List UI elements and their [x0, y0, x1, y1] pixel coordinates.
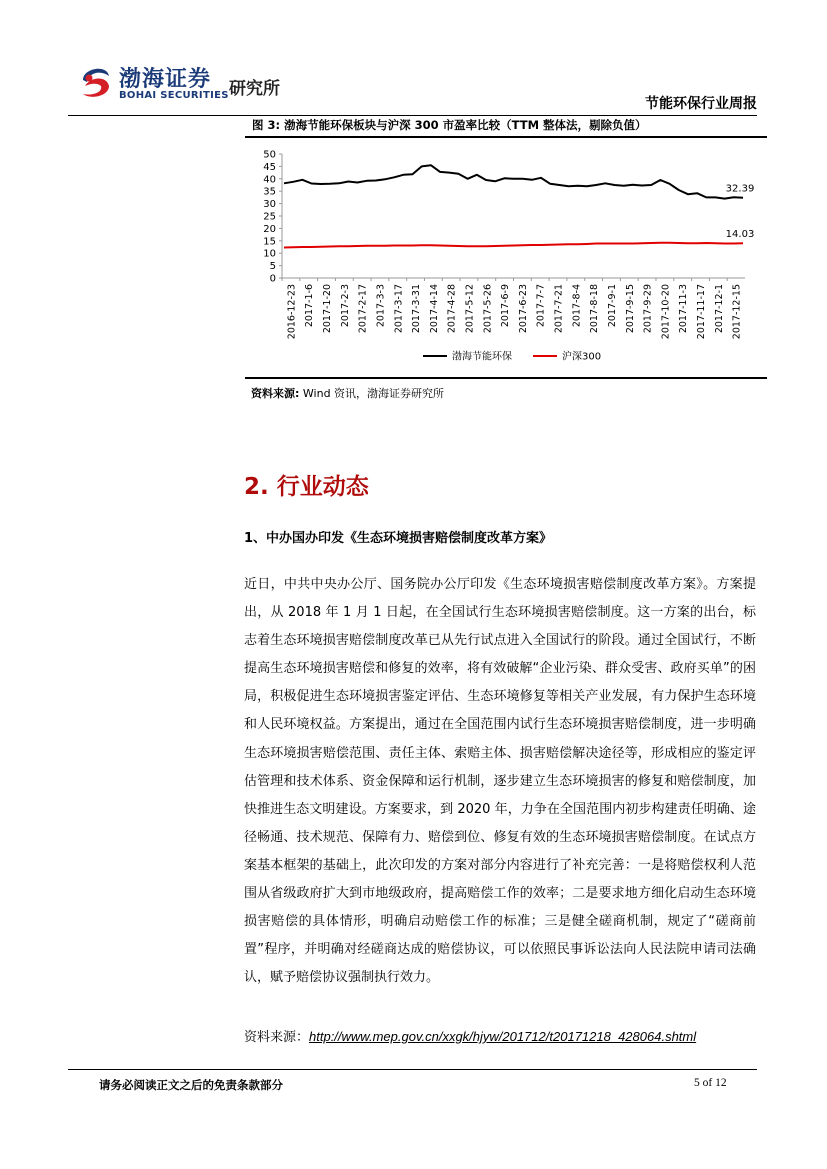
section-heading: 2. 行业动态 [244, 474, 369, 500]
series-end-label: 32.39 [725, 183, 755, 195]
news-source-label: 资料来源： [244, 1030, 310, 1045]
x-tick-label: 2017-12-1 [713, 284, 725, 334]
figure-source [251, 385, 444, 401]
y-tick-label: 5 [269, 261, 276, 273]
x-tick-label: 2017-2-3 [339, 284, 351, 328]
y-tick-label: 30 [263, 199, 276, 211]
y-tick-label: 50 [263, 149, 276, 161]
x-tick-label: 2017-4-28 [446, 284, 458, 334]
brand-name-en: BOHAI SECURITIES [119, 90, 229, 101]
x-tick-label: 2017-6-9 [500, 284, 512, 328]
x-tick-label: 2017-8-4 [571, 284, 583, 328]
y-tick-label: 15 [263, 236, 276, 248]
x-tick-label: 2017-8-18 [589, 284, 601, 334]
x-tick-label: 2017-2-17 [357, 284, 369, 334]
figure-bottom-rule [245, 377, 767, 379]
series-line-bohai [284, 165, 743, 198]
x-tick-label: 2017-3-3 [375, 284, 387, 328]
institute-label: 研究所 [229, 79, 280, 99]
x-tick-label: 2017-11-17 [695, 284, 707, 340]
x-tick-label: 2017-1-6 [304, 284, 316, 328]
x-tick-label: 2017-9-15 [624, 284, 636, 334]
report-title: 节能环保行业周报 [645, 96, 757, 112]
header-rule [68, 115, 757, 116]
series-end-label: 14.03 [725, 229, 755, 241]
footer-disclaimer: 请务必阅读正文之后的免责条款部分 [99, 1078, 283, 1092]
x-tick-label: 2016-12-23 [286, 284, 298, 340]
series-line-hs300 [284, 243, 743, 248]
x-tick-label: 2017-3-31 [411, 284, 423, 334]
figure-top-rule [245, 136, 767, 138]
news-subheading: 1、中办国办印发《生态环境损害赔偿制度改革方案》 [244, 531, 553, 546]
x-tick-label: 2017-7-7 [535, 284, 547, 328]
x-tick-label: 2017-5-12 [464, 284, 476, 334]
brand-name-cn: 渤海证券 [119, 67, 212, 92]
figure-source-text: Wind 资讯，渤海证券研究所 [299, 387, 445, 400]
y-tick-label: 25 [263, 211, 276, 223]
page-number: 5 of 12 [694, 1077, 727, 1089]
footer-rule [68, 1069, 757, 1070]
figure-title: 图 3: 渤海节能环保板块与沪深 300 市盈率比较（TTM 整体法，剔除负值） [252, 118, 647, 132]
x-tick-label: 2017-3-17 [393, 284, 405, 334]
pe-comparison-chart [245, 140, 767, 372]
news-paragraph: 近日，中共中央办公厅、国务院办公厅印发《生态环境损害赔偿制度改革方案》。方案提出，从 2018 年 1 月 1 日起，在全国试行生态环境损害赔偿制度。这一方案的出台，标志着生态环境损害赔偿制度改革已从先行试点进入全国试行的阶段。通过全国试行，不断提高生态环境损害赔偿和修复的效率，将有效破解“企业污染、群众受害、政府买单”的困局，积极促进生态环境损害鉴定评估、生态环境修复等相关产业发展，有力保护生态环境和人民环境权益。方案提出，通过在全国范围内试行生态环境损害赔偿制度，进一步明确生态环境损害赔偿范围、责任主体、索赔主体、损害赔偿解决途径等，形成相应的鉴定评估管理和技术体系、资金保障和运行机制，逐步建立生态环境损害的修复和赔偿制度，加快推进生态文明建设。方案要求，到 2020 年，力争在全国范围内初步构建责任明确、途径畅通、技术规范、保障有力、赔偿到位、修复有效的生态环境损害赔偿制度。在试点方案基本框架的基础上，此次印发的方案对部分内容进行了补充完善：一是将赔偿权利人范围从省级政府扩大到市地级政府，提高赔偿工作的效率；二是要求地方细化启动生态环境损害赔偿的具体情形，明确启动赔偿工作的标准；三是健全磋商机制，规定了“磋商前置”程序，并明确对经磋商达成的赔偿协议，可以依照民事诉讼法向人民法院申请司法确认，赋予赔偿协议强制执行效力。 [244, 577, 756, 986]
news-source-link[interactable]: http://www.mep.gov.cn/xxgk/hjyw/201712/t20171218_428064.shtml [309, 1029, 697, 1044]
x-tick-label: 2017-6-23 [517, 284, 529, 334]
y-tick-label: 20 [263, 223, 276, 235]
y-tick-label: 40 [263, 174, 276, 186]
x-tick-label: 2017-10-20 [660, 284, 672, 340]
x-tick-label: 2017-1-20 [322, 284, 334, 334]
legend-label-bohai: 渤海节能环保 [452, 351, 512, 363]
legend-label-hs300: 沪深300 [562, 351, 602, 363]
figure-source-label: 资料来源: [251, 387, 300, 400]
bohai-logo-icon [79, 62, 113, 100]
x-tick-label: 2017-9-29 [642, 284, 654, 334]
x-tick-label: 2017-7-21 [553, 284, 565, 334]
x-tick-label: 2017-5-26 [482, 284, 494, 334]
x-tick-label: 2017-9-1 [606, 284, 618, 328]
x-tick-label: 2017-11-3 [678, 284, 690, 334]
x-tick-label: 2017-12-15 [731, 284, 743, 340]
y-tick-label: 0 [269, 273, 276, 285]
y-tick-label: 35 [263, 186, 276, 198]
y-tick-label: 45 [263, 161, 276, 173]
news-source-line [244, 1026, 696, 1045]
x-tick-label: 2017-4-14 [428, 284, 440, 334]
y-tick-label: 10 [263, 248, 276, 260]
